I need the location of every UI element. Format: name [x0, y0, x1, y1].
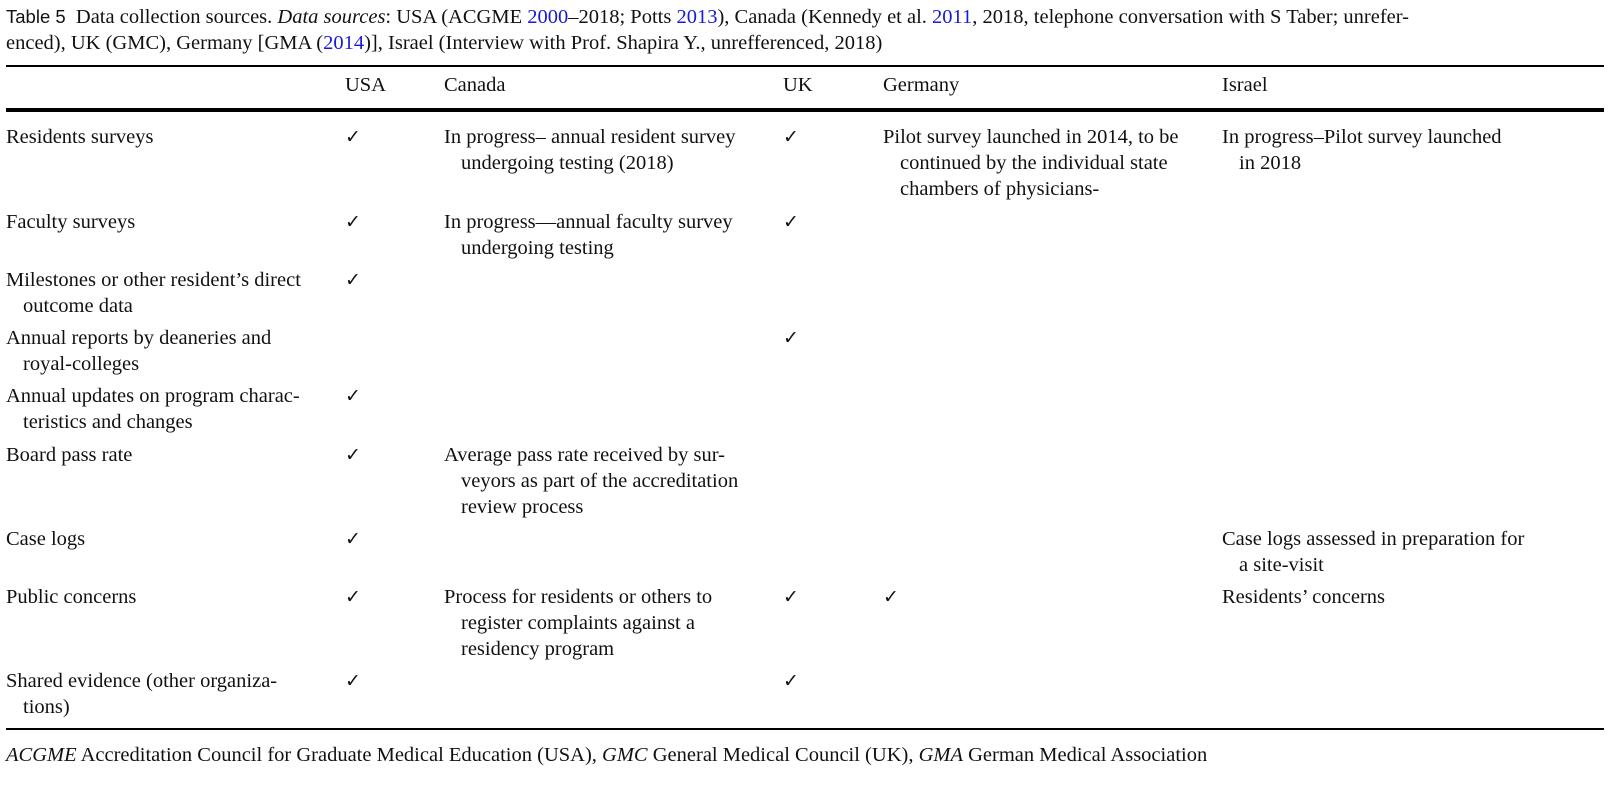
footnote-text: German Medical Association [962, 744, 1208, 766]
caption-text: enced), UK (GMC), Germany [GMA ( [6, 32, 324, 54]
row-label-line: tions) [23, 696, 70, 718]
table-cell-canada [444, 584, 712, 662]
abbreviation: GMC [602, 744, 648, 766]
checkmark-icon: ✓ [783, 586, 799, 608]
citation-link[interactable]: 2013 [676, 6, 718, 28]
row-label [6, 584, 136, 610]
table-label: Table 5 [6, 6, 66, 27]
row-label-line: Annual updates on program charac- [6, 385, 300, 407]
row-label-line: Public concerns [6, 586, 137, 608]
checkmark-icon: ✓ [783, 126, 799, 148]
row-label-line: Board pass rate [6, 444, 133, 466]
table-cell-canada [444, 124, 735, 176]
table-footnote [6, 742, 1207, 768]
row-label [6, 325, 271, 377]
checkmark-icon: ✓ [345, 385, 361, 407]
citation-link[interactable]: 2014 [323, 32, 365, 54]
caption-text: –2018; Potts [568, 6, 677, 28]
row-label-line: Faculty surveys [6, 211, 136, 233]
caption-text: )], Israel (Interview with Prof. Shapira Y., unrefferenced, 2018) [364, 32, 883, 54]
checkmark-icon: ✓ [345, 126, 361, 148]
table-cell-canada [444, 209, 733, 261]
cell-line: Process for residents or others to [444, 586, 713, 608]
row-label-line: Shared evidence (other organiza- [6, 670, 278, 692]
citation-link[interactable]: 2011 [932, 6, 973, 28]
row-label [6, 526, 85, 552]
column-header: Germany [883, 74, 960, 96]
cell-line: in 2018 [1239, 152, 1302, 174]
caption-text: ), Canada (Kennedy et al. [717, 6, 933, 28]
column-header: Israel [1222, 74, 1268, 96]
cell-line: veyors as part of the accreditation [461, 470, 739, 492]
checkmark-icon: ✓ [783, 327, 799, 349]
caption-text: , 2018, telephone conversation with S Taber; unrefer- [972, 6, 1409, 28]
row-label [6, 267, 301, 319]
footnote-text: Accreditation Council for Graduate Medical Education (USA), [76, 744, 603, 766]
cell-line: a site-visit [1239, 554, 1324, 576]
row-label-line: royal-colleges [23, 353, 140, 375]
row-label [6, 668, 277, 720]
row-label-line: Annual reports by deaneries and [6, 327, 272, 349]
row-label [6, 442, 132, 468]
table-header-rule [6, 108, 1604, 112]
cell-line: review process [461, 496, 584, 518]
checkmark-icon: ✓ [345, 670, 361, 692]
row-label-line: outcome data [23, 295, 133, 317]
cell-line: undergoing testing (2018) [461, 152, 674, 174]
cell-line: Residents’ concerns [1222, 586, 1385, 608]
checkmark-icon: ✓ [345, 211, 361, 233]
table-cell-israel [1222, 584, 1385, 610]
column-header: UK [783, 74, 813, 96]
caption-text: : USA (ACGME [385, 6, 528, 28]
cell-line: residency program [461, 638, 615, 660]
checkmark-icon: ✓ [345, 586, 361, 608]
table-cell-germany [883, 124, 1179, 202]
column-header: USA [345, 74, 387, 96]
row-label-line: Residents surveys [6, 126, 154, 148]
table-bottom-rule [6, 728, 1604, 730]
row-label [6, 124, 153, 150]
abbreviation: ACGME [6, 744, 77, 766]
table-cell-germany [883, 584, 899, 610]
row-label-line: Milestones or other resident’s direct [6, 269, 301, 291]
row-label [6, 383, 300, 435]
cell-line: Pilot survey launched in 2014, to be [883, 126, 1179, 148]
cell-line: In progress– annual resident survey [444, 126, 736, 148]
column-header: Canada [444, 74, 506, 96]
cell-line: chambers of physicians- [900, 178, 1100, 200]
table-top-rule [6, 65, 1604, 67]
row-label-line: Case logs [6, 528, 86, 550]
cell-line: In progress–Pilot survey launched [1222, 126, 1502, 148]
abbreviation: GMA [918, 744, 963, 766]
table-cell-canada [444, 442, 738, 520]
table-caption [6, 4, 1602, 56]
row-label [6, 209, 135, 235]
cell-line: Average pass rate received by sur- [444, 444, 725, 466]
checkmark-icon: ✓ [783, 211, 799, 233]
table-cell-israel [1222, 526, 1524, 578]
checkmark-icon: ✓ [883, 586, 899, 608]
caption-italic: Data sources [277, 6, 386, 28]
row-label-line: teristics and changes [23, 411, 193, 433]
cell-line: continued by the individual state [900, 152, 1168, 174]
cell-line: Case logs assessed in preparation for [1222, 528, 1525, 550]
citation-link[interactable]: 2000 [527, 6, 569, 28]
footnote-text: General Medical Council (UK), [647, 744, 919, 766]
cell-line: In progress—annual faculty survey [444, 211, 733, 233]
checkmark-icon: ✓ [345, 444, 361, 466]
checkmark-icon: ✓ [783, 670, 799, 692]
checkmark-icon: ✓ [345, 528, 361, 550]
table-cell-israel [1222, 124, 1502, 176]
cell-line: undergoing testing [461, 237, 614, 259]
cell-line: register complaints against a [461, 612, 695, 634]
caption-text: Data collection sources. [75, 6, 278, 28]
checkmark-icon: ✓ [345, 269, 361, 291]
